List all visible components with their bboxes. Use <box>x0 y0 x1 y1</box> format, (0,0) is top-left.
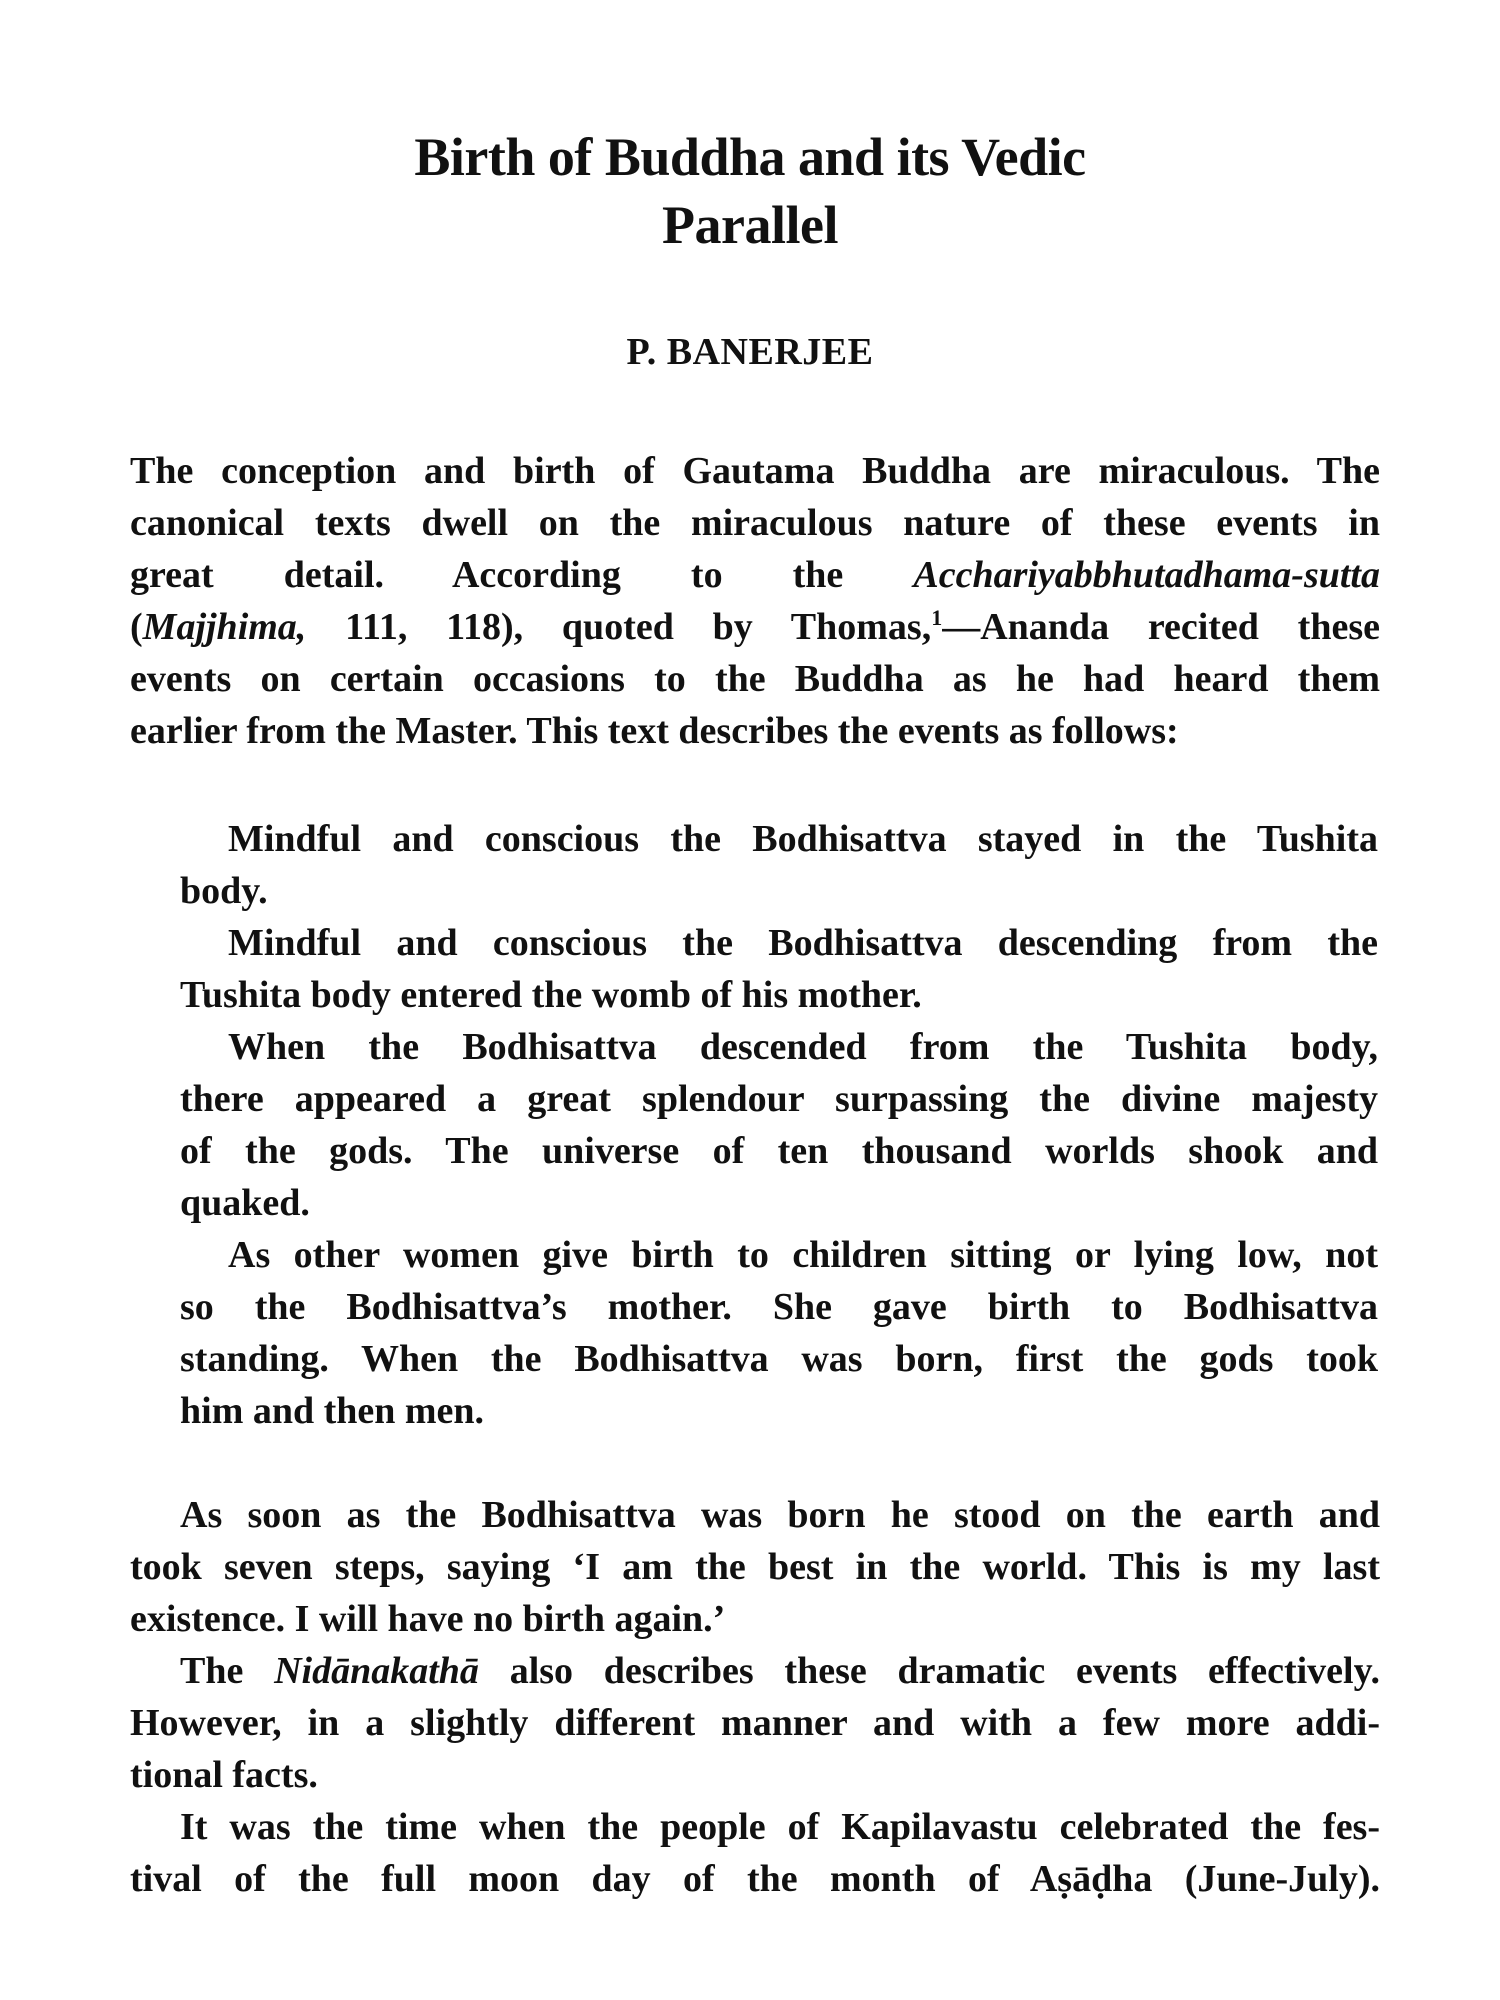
body-line-1: As soon as the Bodhisattva was born he stood on the earth and <box>180 1494 1380 1536</box>
title-line-2: Parallel <box>662 195 838 255</box>
body-text: also describes these dramatic events effectively. <box>478 1650 1380 1692</box>
intro-text: 111, 118), quoted by Thomas, <box>306 606 932 648</box>
intro-text: —Ananda recited these <box>942 606 1380 648</box>
quote-line-7: of the gods. The universe of ten thousand worlds shook and <box>180 1130 1378 1172</box>
intro-line-3 <box>130 556 1380 594</box>
quote-line-5: When the Bodhisattva descended from the Tushita body, <box>228 1026 1378 1068</box>
quote-line-12: him and then men. <box>180 1390 485 1432</box>
title-line-1: Birth of Buddha and its Vedic <box>414 127 1086 187</box>
body-line-3: existence. I will have no birth again.’ <box>130 1598 726 1640</box>
intro-text: ( <box>130 606 143 648</box>
quote-line-8: quaked. <box>180 1182 310 1224</box>
quote-line-1: Mindful and conscious the Bodhisattva stayed in the Tushita <box>228 818 1378 860</box>
intro-line-2: canonical texts dwell on the miraculous nature of these events in <box>130 502 1380 544</box>
sutta-title: Acchariyabbhutadhama-sutta <box>913 554 1380 596</box>
quote-line-9: As other women give birth to children sitting or lying low, not <box>228 1234 1378 1276</box>
footnote-marker: 1 <box>931 605 943 630</box>
body-line-8: tival of the full moon day of the month of Aṣāḍha (June-July). <box>130 1858 1380 1900</box>
quote-line-10: so the Bodhisattva’s mother. She gave birth to Bodhisattva <box>180 1286 1378 1328</box>
body-line-5: However, in a slightly different manner and with a few more addi- <box>130 1702 1380 1744</box>
quote-line-3: Mindful and conscious the Bodhisattva descending from the <box>228 922 1378 964</box>
intro-line-1: The conception and birth of Gautama Buddha are miraculous. The <box>130 450 1380 492</box>
body-line-4 <box>180 1652 1380 1690</box>
body-line-2: took seven steps, saying ‘I am the best in the world. This is my last <box>130 1546 1380 1588</box>
body-line-6: tional facts. <box>130 1754 318 1796</box>
quote-line-11: standing. When the Bodhisattva was born, first the gods took <box>180 1338 1378 1380</box>
intro-line-6: earlier from the Master. This text describes the events as follows: <box>130 710 1179 752</box>
quote-line-4: Tushita body entered the womb of his mother. <box>180 974 922 1016</box>
intro-text: great detail. According to the <box>130 554 844 596</box>
quote-line-2: body. <box>180 870 268 912</box>
intro-line-5: events on certain occasions to the Buddha as he had heard them <box>130 658 1380 700</box>
nidanakatha-title: Nidānakathā <box>274 1650 479 1692</box>
intro-line-4 <box>130 605 1380 648</box>
body-line-7: It was the time when the people of Kapilavastu celebrated the fes- <box>180 1806 1380 1848</box>
body-text: The <box>180 1650 275 1692</box>
quote-line-6: there appeared a great splendour surpassing the divine majesty <box>180 1078 1378 1120</box>
author-name: P. BANERJEE <box>626 331 874 373</box>
source-title: Majjhima, <box>142 606 307 648</box>
